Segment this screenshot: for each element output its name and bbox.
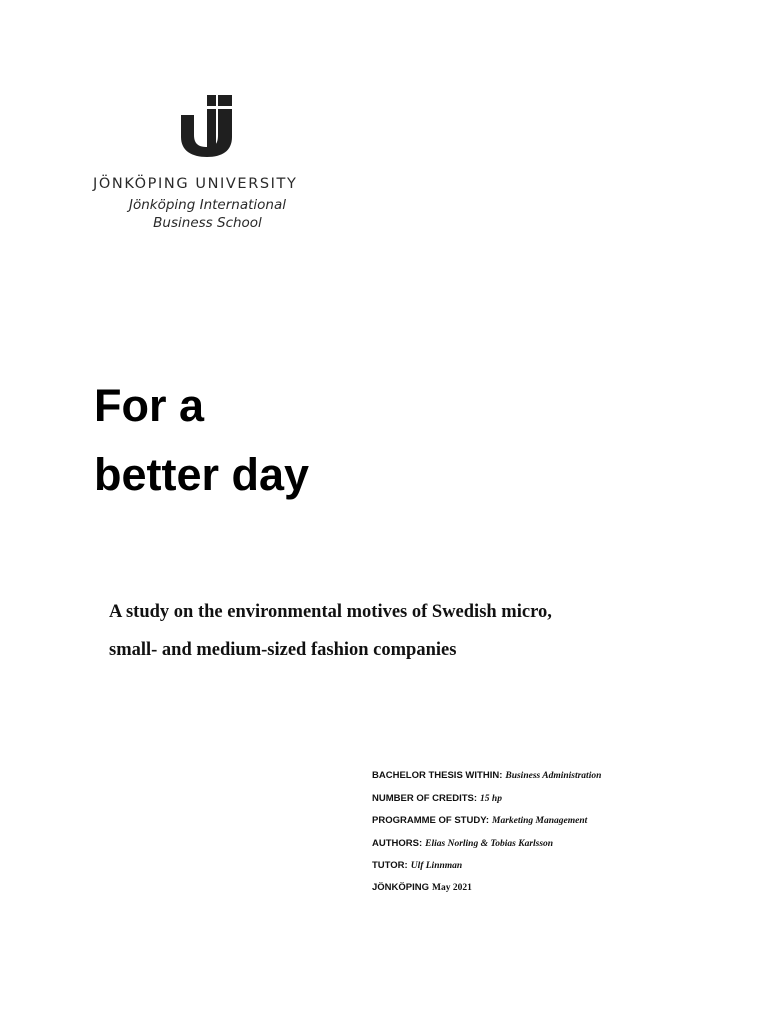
meta-tutor-label: TUTOR: [372,860,408,871]
meta-thesis-label: BACHELOR THESIS WITHIN: [372,770,503,781]
meta-credits-value: 15 hp [480,794,502,804]
meta-programme-row [372,811,762,827]
meta-authors-label: AUTHORS: [372,838,423,849]
school-name-line1: Jönköping International [128,197,286,213]
meta-place-row [372,878,762,894]
meta-tutor-row [372,856,762,872]
school-name-line2: Business School [153,215,262,231]
meta-thesis-value: Business Administration [505,771,602,781]
meta-place-label: JÖNKÖPING [372,882,430,893]
university-name: JÖNKÖPING UNIVERSITY [93,176,298,192]
meta-date-value: May 2021 [432,883,472,893]
meta-credits-row [372,789,762,805]
thesis-subtitle-line2: small- and medium-sized fashion companies [109,640,457,660]
meta-programme-label: PROGRAMME OF STUDY: [372,815,489,826]
meta-authors-value: Elias Norling & Tobias Karlsson [425,839,554,849]
thesis-subtitle-line1: A study on the environmental motives of Swedish micro, [109,602,552,622]
thesis-title-line2: better day [94,449,310,500]
meta-credits-label: NUMBER OF CREDITS: [372,793,478,804]
meta-thesis-row [372,766,762,782]
university-logo-icon [180,93,234,159]
meta-programme-value: Marketing Management [492,816,588,826]
thesis-title-line1: For a [94,380,205,431]
meta-authors-row [372,834,762,850]
meta-tutor-value: Ulf Linnman [410,861,463,871]
